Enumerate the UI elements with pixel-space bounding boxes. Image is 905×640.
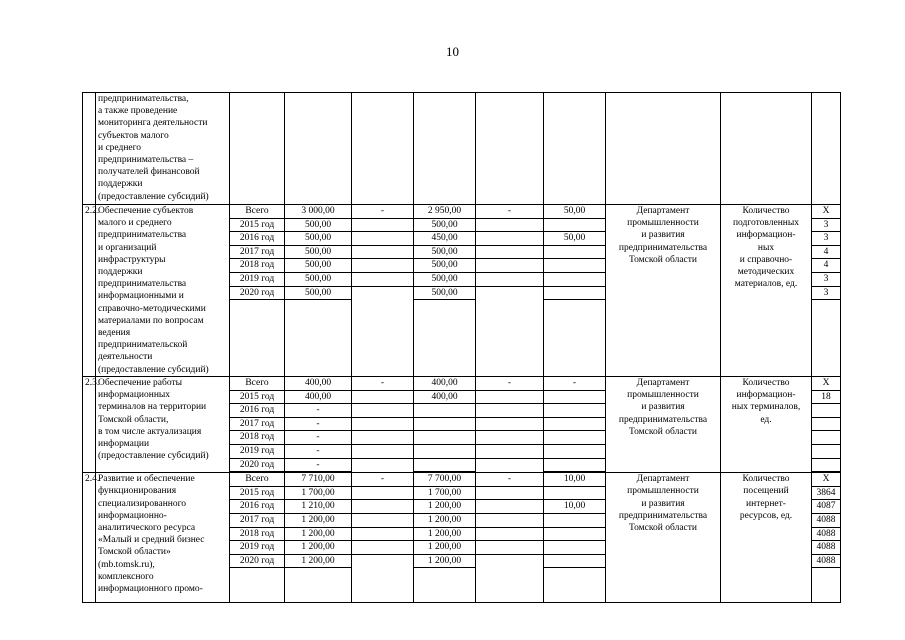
local-amount [476, 404, 543, 418]
indicator-value: 4088 [812, 528, 840, 542]
extra-amount [544, 259, 605, 273]
year-label: Всего [230, 377, 284, 391]
federal-amount [352, 219, 413, 233]
indicator-value: 3 [812, 273, 840, 287]
total-amount: - [285, 431, 351, 445]
federal-amount-cell [352, 473, 414, 603]
regional-amount: 500,00 [414, 287, 475, 301]
total-amount: 1 200,00 [285, 514, 351, 528]
regional-amount: 1 200,00 [414, 528, 475, 542]
extra-amount [544, 287, 605, 301]
extra-amount [544, 246, 605, 260]
local-amount [476, 259, 543, 273]
year-label: Всего [230, 473, 284, 487]
extra-amount [544, 541, 605, 555]
total-amount: 3 000,00 [285, 205, 351, 219]
total-amount: - [285, 445, 351, 459]
local-amount [476, 528, 543, 542]
year-label: 2016 год [230, 232, 284, 246]
num-cell [83, 93, 96, 205]
local-amount [476, 246, 543, 260]
activity-row [83, 377, 841, 473]
extra-amount: - [544, 377, 605, 391]
year-label: 2015 год [230, 391, 284, 405]
year-label: 2017 год [230, 246, 284, 260]
total-amount: 500,00 [285, 232, 351, 246]
regional-amount: 500,00 [414, 219, 475, 233]
year-label-cell [230, 377, 285, 473]
indicator-value: 3 [812, 232, 840, 246]
total-amount-cell [285, 205, 352, 377]
indicator-value: 3864 [812, 487, 840, 501]
local-amount [476, 219, 543, 233]
total-amount: 1 200,00 [285, 528, 351, 542]
local-amount [476, 445, 543, 459]
local-amount-cell [476, 205, 544, 377]
total-amount: 1 200,00 [285, 555, 351, 569]
regional-amount-cell [414, 377, 476, 473]
regional-amount: 500,00 [414, 246, 475, 260]
extra-amount [544, 555, 605, 569]
activity-number: 2.2. [83, 205, 96, 377]
federal-amount [352, 541, 413, 555]
indicator-value [812, 418, 840, 432]
indicator-value [812, 459, 840, 473]
indicator-value-cell [812, 377, 841, 473]
regional-amount: 1 200,00 [414, 500, 475, 514]
regional-amount [414, 445, 475, 459]
executor: Департамент промышленности и развития предпринимательства Томской области [606, 377, 721, 473]
federal-amount-cell [352, 377, 414, 473]
regional-amount [414, 431, 475, 445]
year-label: 2017 год [230, 418, 284, 432]
regional-amount: 450,00 [414, 232, 475, 246]
regional-amount [414, 404, 475, 418]
total-amount: 7 710,00 [285, 473, 351, 487]
extra-amount [544, 273, 605, 287]
federal-amount [352, 514, 413, 528]
federal-amount [352, 445, 413, 459]
federal-amount [352, 500, 413, 514]
indicator-value [812, 404, 840, 418]
local-amount [476, 273, 543, 287]
local-amount [476, 431, 543, 445]
total-amount: - [285, 459, 351, 473]
program-table [82, 92, 841, 603]
total-amount: - [285, 404, 351, 418]
local-amount [476, 418, 543, 432]
year-label: 2019 год [230, 541, 284, 555]
federal-amount [352, 273, 413, 287]
total-amount: 500,00 [285, 287, 351, 301]
regional-amount-cell [414, 205, 476, 377]
indicator-value: 18 [812, 391, 840, 405]
extra-amount: 50,00 [544, 232, 605, 246]
indicator-value [812, 431, 840, 445]
total-amount: 500,00 [285, 246, 351, 260]
activity-name: Обеспечение субъектов малого и среднего предпринимательства и организаций инфраструктуры поддержки предпринимательства информационными и справочно-методическими материалами по вопросам ведения предпринимательской деятельности (предоставление субсидий) [96, 205, 230, 377]
local-amount [476, 514, 543, 528]
extra-amount [544, 445, 605, 459]
extra-amount [544, 391, 605, 405]
regional-amount: 400,00 [414, 391, 475, 405]
extra-amount [544, 459, 605, 473]
total-amount: 400,00 [285, 391, 351, 405]
indicator-value: 4 [812, 246, 840, 260]
year-label: 2020 год [230, 459, 284, 473]
federal-amount: - [352, 205, 413, 219]
federal-amount: - [352, 377, 413, 391]
federal-amount [352, 232, 413, 246]
total-amount: 500,00 [285, 219, 351, 233]
regional-amount: 7 700,00 [414, 473, 475, 487]
indicator-value: 4 [812, 259, 840, 273]
year-label: 2017 год [230, 514, 284, 528]
year-label: 2015 год [230, 487, 284, 501]
indicator-value: 4088 [812, 514, 840, 528]
indicator-value [812, 445, 840, 459]
extra-amount [544, 431, 605, 445]
year-label: 2018 год [230, 528, 284, 542]
year-label: 2019 год [230, 273, 284, 287]
activity-name: Развитие и обеспечение функционирования специализированного информационно- аналитического ресурса «Малый и средний бизнес Томской области» (mb.tomsk.ru), комплексного информационного промо- [96, 473, 230, 603]
federal-amount [352, 391, 413, 405]
federal-amount [352, 418, 413, 432]
local-amount: - [476, 473, 543, 487]
indicator-value: 4087 [812, 500, 840, 514]
year-label: Всего [230, 205, 284, 219]
activity-name: Обеспечение работы информационных терминалов на территории Томской области, в том числе актуализация информации (предоставление субсидий) [96, 377, 230, 473]
regional-amount: 1 200,00 [414, 541, 475, 555]
total-amount: - [285, 418, 351, 432]
continuation-text: предпринимательства, а также проведение мониторинга деятельности субъектов малого и среднего предпринимательства – получателей финансовой поддержки (предоставление субсидий) [96, 93, 230, 205]
extra-amount: 50,00 [544, 205, 605, 219]
local-amount [476, 500, 543, 514]
local-amount [476, 391, 543, 405]
year-label: 2019 год [230, 445, 284, 459]
total-amount: 1 210,00 [285, 500, 351, 514]
activity-number: 2.3. [83, 377, 96, 473]
extra-amount [544, 404, 605, 418]
year-label: 2015 год [230, 219, 284, 233]
executor: Департамент промышленности и развития предпринимательства Томской области [606, 473, 721, 603]
year-label-cell [230, 473, 285, 603]
indicator-value-cell [812, 473, 841, 603]
extra-amount [544, 219, 605, 233]
indicator-value: X [812, 377, 840, 391]
regional-amount: 1 200,00 [414, 555, 475, 569]
indicator-value: 4088 [812, 555, 840, 569]
page-number: 10 [446, 44, 459, 59]
extra-amount [544, 418, 605, 432]
federal-amount [352, 528, 413, 542]
executor: Департамент промышленности и развития предпринимательства Томской области [606, 205, 721, 377]
regional-amount [414, 459, 475, 473]
total-amount: 500,00 [285, 273, 351, 287]
indicator-value: 3 [812, 287, 840, 301]
regional-amount: 1 200,00 [414, 514, 475, 528]
activity-row [83, 205, 841, 377]
federal-amount [352, 487, 413, 501]
federal-amount [352, 459, 413, 472]
federal-amount [352, 555, 413, 568]
regional-amount-cell [414, 473, 476, 603]
local-amount [476, 232, 543, 246]
regional-amount: 2 950,00 [414, 205, 475, 219]
indicator-value: 3 [812, 219, 840, 233]
indicator: Количество посещений интернет- ресурсов, ед. [721, 473, 812, 603]
local-amount [476, 287, 543, 300]
federal-amount-cell [352, 205, 414, 377]
extra-amount-cell [544, 473, 606, 603]
extra-amount-cell [544, 377, 606, 473]
regional-amount: 1 700,00 [414, 487, 475, 501]
activity-number: 2.4. [83, 473, 96, 603]
local-amount-cell [476, 473, 544, 603]
activity-row [83, 473, 841, 603]
total-amount: 1 200,00 [285, 541, 351, 555]
year-label: 2018 год [230, 259, 284, 273]
year-label: 2016 год [230, 500, 284, 514]
year-label: 2020 год [230, 555, 284, 569]
regional-amount: 500,00 [414, 273, 475, 287]
total-amount: 1 700,00 [285, 487, 351, 501]
indicator-value: 4088 [812, 541, 840, 555]
extra-amount [544, 528, 605, 542]
local-amount [476, 541, 543, 555]
indicator-value-cell [812, 205, 841, 377]
total-amount: 400,00 [285, 377, 351, 391]
federal-amount: - [352, 473, 413, 487]
extra-amount [544, 487, 605, 501]
regional-amount [414, 418, 475, 432]
local-amount-cell [476, 377, 544, 473]
indicator: Количество информацион- ных терминалов, ед. [721, 377, 812, 473]
extra-amount: 10,00 [544, 500, 605, 514]
year-label: 2020 год [230, 287, 284, 301]
local-amount [476, 459, 543, 472]
federal-amount [352, 287, 413, 300]
extra-amount [544, 514, 605, 528]
indicator-value: X [812, 473, 840, 487]
indicator-value: X [812, 205, 840, 219]
total-amount-cell [285, 473, 352, 603]
local-amount: - [476, 377, 543, 391]
federal-amount [352, 259, 413, 273]
total-amount-cell [285, 377, 352, 473]
continuation-row [83, 93, 841, 205]
local-amount [476, 555, 543, 568]
year-label-cell [230, 205, 285, 377]
extra-amount-cell [544, 205, 606, 377]
indicator: Количество подготовленных информацион- ных и справочно- методических материалов, ед. [721, 205, 812, 377]
total-amount: 500,00 [285, 259, 351, 273]
year-label: 2016 год [230, 404, 284, 418]
local-amount: - [476, 205, 543, 219]
federal-amount [352, 431, 413, 445]
federal-amount [352, 404, 413, 418]
regional-amount: 500,00 [414, 259, 475, 273]
extra-amount: 10,00 [544, 473, 605, 487]
local-amount [476, 487, 543, 501]
year-label: 2018 год [230, 431, 284, 445]
regional-amount: 400,00 [414, 377, 475, 391]
federal-amount [352, 246, 413, 260]
